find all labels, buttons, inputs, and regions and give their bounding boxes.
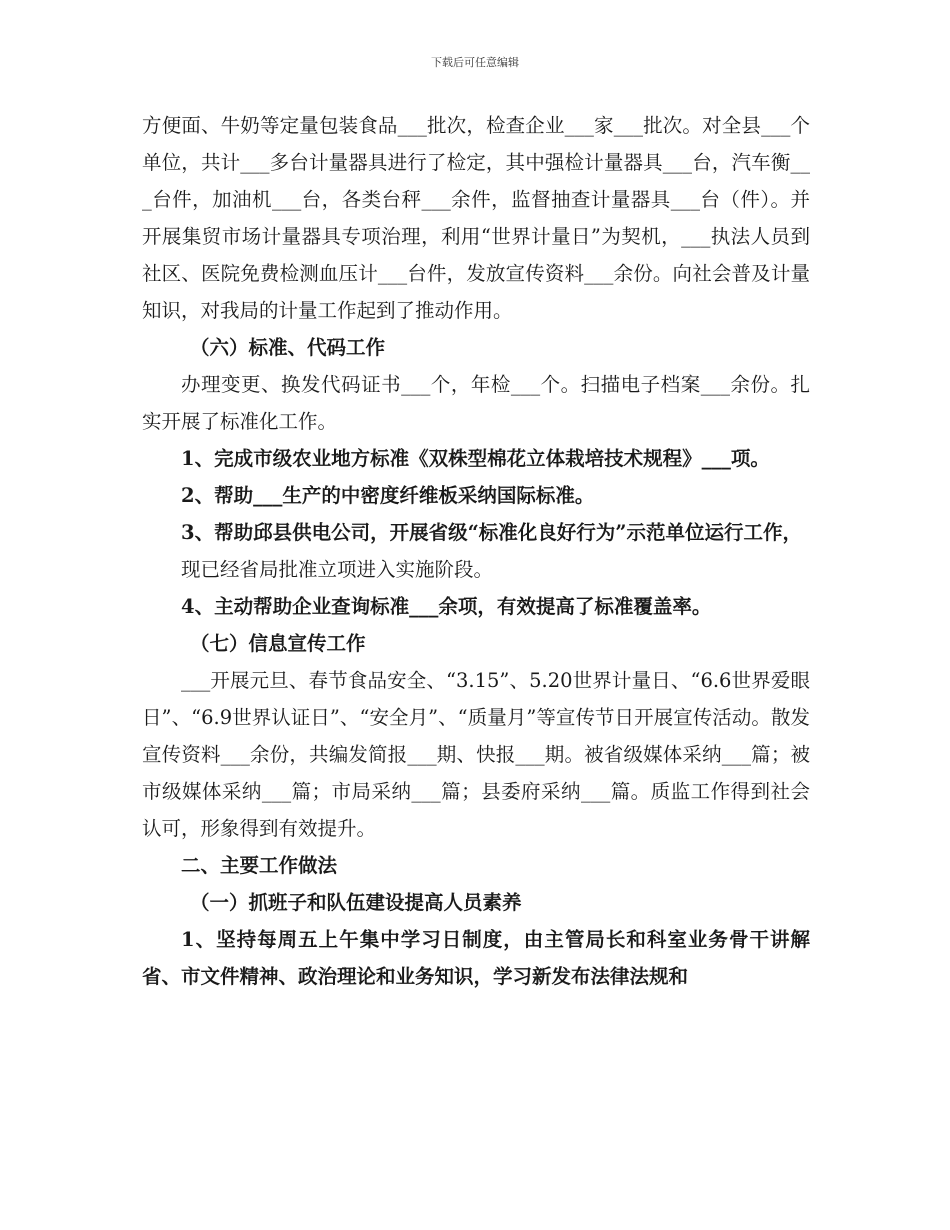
section-heading-main-practices: 二、主要工作做法: [181, 854, 338, 877]
paragraph-code-certificates: 办理变更、换发代码证书___个，年检___个。扫描电子档案___余份。扎实开展了标准化工作。: [142, 373, 810, 433]
section-heading-publicity: （七）信息宣传工作: [190, 632, 366, 655]
section-heading-standards-codes: （六）标准、代码工作: [190, 336, 386, 359]
paragraph-publicity-activities: ___开展元旦、春节食品安全、“3.15”、5.20世界计量日、“6.6世界爱眼日”、“6.9世界认证日”、“安全月”、“质量月”等宣传节日开展宣传活动。散发宣传资料___余份，共编发简报___期、快报___期。被省级媒体采纳___篇；被市级媒体采纳___篇；市局采纳___篇；县委府采纳___篇。质监工作得到社会认可，形象得到有效提升。: [142, 669, 810, 840]
list-item-power-company: 3、帮助邱县供电公司，开展省级“标准化良好行为”示范单位运行工作，: [181, 521, 803, 544]
paragraph-metrology-stats: 方便面、牛奶等定量包装食品___批次，检查企业___家___批次。对全县___个单位，共计___多台计量器具进行了检定，其中强检计量器具___台，汽车衡___台件，加油机___台，各类台秤___余件，监督抽查计量器具___台（件）。并开展集贸市场计量器具专项治理，利用“世界计量日”为契机，___执法人员到社区、医院免费检测血压计___台件，发放宣传资料___余份。向社会普及计量知识，对我局的计量工作起到了推动作用。: [142, 114, 810, 322]
document-body: [142, 107, 810, 995]
list-item-local-standard: 1、完成市级农业地方标准《双株型棉花立体栽培技术规程》___项。: [181, 447, 770, 470]
paragraph-approval-status: 现已经省局批准立项进入实施阶段。: [181, 558, 494, 581]
page-header-note: 下载后可任意编辑: [431, 56, 519, 69]
list-item-weekly-study: 1、坚持每周五上午集中学习日制度，由主管局长和科室业务骨干讲解省、市文件精神、政治理论和业务知识，学习新发布法律法规和: [142, 928, 810, 988]
list-item-fiberboard-standard: 2、帮助___生产的中密度纤维板采纳国际标准。: [181, 484, 595, 507]
list-item-standard-query: 4、主动帮助企业查询标准___余项，有效提高了标准覆盖率。: [181, 595, 712, 618]
section-heading-team-building: （一）抓班子和队伍建设提高人员素养: [190, 891, 522, 914]
